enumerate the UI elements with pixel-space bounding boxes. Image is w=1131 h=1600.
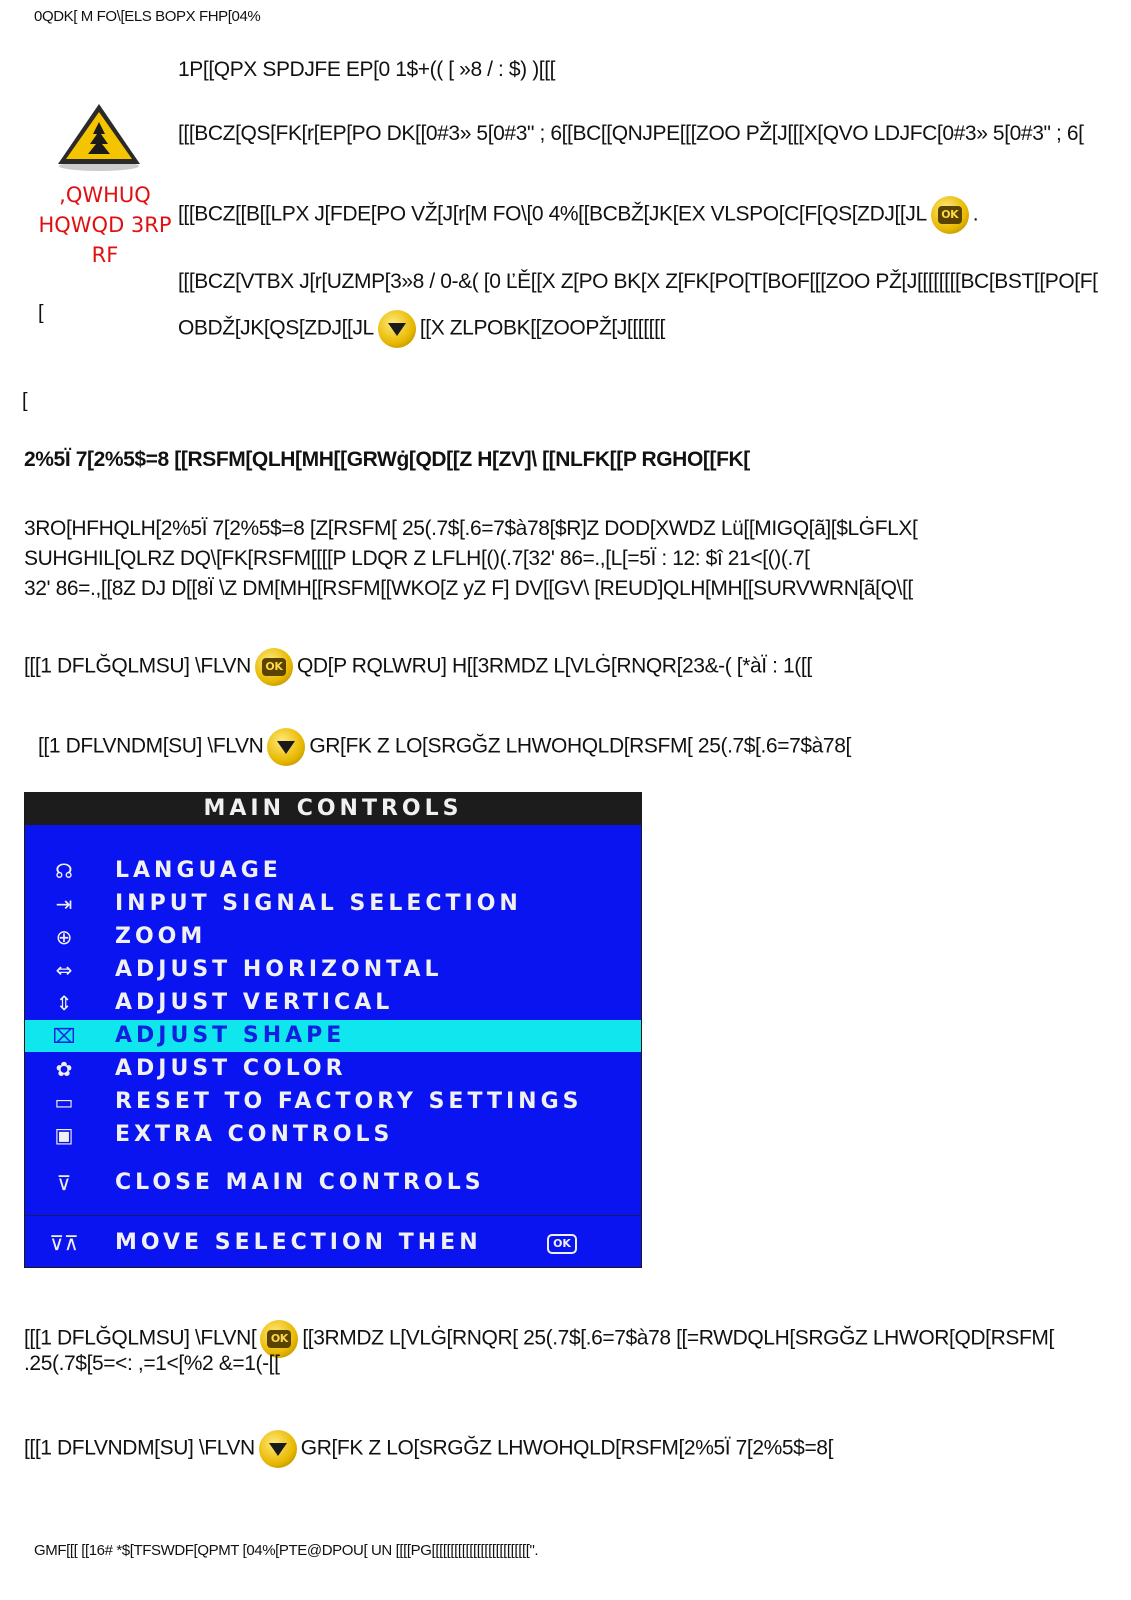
osd-item-adjust-vertical[interactable] xyxy=(25,987,641,1019)
osd-main-controls-menu xyxy=(24,792,642,1268)
ok-button-icon: OK xyxy=(260,1320,298,1358)
osd-item-label: RESET TO FACTORY SETTINGS xyxy=(115,1089,583,1114)
section-heading: 2%5Ï 7[2%5$=8 [[RSFM[QLH[MH[[GRWġ[QD[[Z H[ZV]\ [[NLFK[[P RGHO[[FK[ xyxy=(24,448,750,471)
adjust-color-icon: ✿ xyxy=(55,1057,73,1081)
ok-button-icon: OK xyxy=(255,648,293,686)
step-3-text-end: [[3RMDZ L[VLĠ[RNQR[ 25(.7$[.6=7$à78 [[=RWDQLH[SRGĞZ LHWOR[QD[RSFM[ xyxy=(302,1326,1054,1350)
move-selection-icon: ⊽⊼ xyxy=(49,1231,79,1255)
step-4-text-end: GR[FK Z LO[SRGĞZ LHWOHQLD[RSFM[2%5Ï 7[2%5$=8[ xyxy=(300,1436,834,1460)
intro-line-5 xyxy=(178,310,665,348)
osd-item-zoom[interactable] xyxy=(25,921,641,953)
osd-item-label: INPUT SIGNAL SELECTION xyxy=(115,891,522,916)
osd-item-adjust-color[interactable] xyxy=(25,1053,641,1085)
ok-button-icon: OK xyxy=(931,196,969,234)
bullet-marker: [ xyxy=(22,390,28,412)
adjust-horizontal-icon: ⇔ xyxy=(55,958,73,982)
page-header: 0QDK[ M FO\[ELS BOPX FHP[04% xyxy=(34,8,261,25)
step-1-text: [[[1 DFLĞQLMSU] \FLVN xyxy=(24,654,251,678)
step-3-text: [[[1 DFLĞQLMSU] \FLVN[ xyxy=(24,1326,257,1350)
intro-line-2: [[[BCZ[QS[FK[r[EP[PO DK[[0#3» 5[0#3" ; 6[[BC[[QNJPE[[[ZOO PŽ[J[[[X[QVO LDJFC[0#3» 5[0#3" ; 6[ xyxy=(178,122,1084,145)
intro-line-4: [[[BCZ[VTBX J[r[UZMP[3»8 / 0-&( [0 ĽĚ[[X Z[PO BK[X Z[FK[PO[T[BOF[[[ZOO PŽ[J[[[[[[[[BC[BST[[PO[F[ xyxy=(178,270,1098,293)
osd-item-label: ADJUST COLOR xyxy=(115,1056,347,1081)
osd-item-language[interactable] xyxy=(25,855,641,887)
osd-footer-label: MOVE SELECTION THEN xyxy=(115,1230,482,1255)
osd-item-adjust-horizontal[interactable] xyxy=(25,954,641,986)
step-1-text-end: QD[P RQLWRU] H[[3RMDZ L[VLĠ[RNQR[23&-( [*àÏ : 1([[ xyxy=(296,654,812,678)
adjust-vertical-icon: ⇕ xyxy=(55,991,73,1015)
step-2-text-end: GR[FK Z LO[SRGĞZ LHWOHQLD[RSFM[ 25(.7$[.6=7$à78[ xyxy=(309,734,851,758)
warning-label: ,QWHUQ HQWQD 3RP RF xyxy=(38,183,172,267)
reset-icon: ▭ xyxy=(54,1090,74,1114)
warning-triangle-icon xyxy=(52,100,146,172)
intro-line-1: 1P[[QPX SPDJFE EP[0 1$+(( [ »8 / : $) )[[[ xyxy=(178,58,556,81)
osd-item-reset[interactable] xyxy=(25,1086,641,1118)
osd-item-label: ZOOM xyxy=(115,924,207,949)
step-1 xyxy=(24,648,812,686)
bullet-marker: [ xyxy=(38,302,44,324)
osd-item-label: LANGUAGE xyxy=(115,858,282,883)
osd-item-extra-controls[interactable] xyxy=(25,1119,641,1151)
paragraph-line: 32' 86=.,[[8Z DJ D[[8Ï \Z DM[MH[[RSFM[[WKO[Z yZ F] DV[[GV\ [REUD]QLH[MH[[SURVWRN[ã[Q\[[ xyxy=(24,577,913,600)
osd-footer-hint xyxy=(25,1227,641,1259)
extra-controls-icon: ▣ xyxy=(54,1123,74,1147)
step-2 xyxy=(38,728,851,766)
osd-item-label: ADJUST SHAPE xyxy=(115,1023,346,1048)
osd-item-label: ADJUST HORIZONTAL xyxy=(115,957,443,982)
down-button-icon xyxy=(259,1430,297,1468)
osd-item-close[interactable] xyxy=(25,1167,641,1199)
step-2-text: [[1 DFLVNDM[SU] \FLVN xyxy=(38,734,264,758)
zoom-icon: ⊕ xyxy=(55,925,73,949)
osd-item-label: EXTRA CONTROLS xyxy=(115,1122,394,1147)
intro-line-3-text: [[[BCZ[[B[[LPX J[FDE[PO VŽ[J[r[M FO\[0 4%[[BCBŽ[JK[EX VLSPO[C[F[QS[ZDJ[[JL xyxy=(178,202,927,226)
osd-item-label: ADJUST VERTICAL xyxy=(115,990,394,1015)
close-icon: ⊽ xyxy=(56,1171,72,1195)
adjust-shape-icon: ⌧ xyxy=(52,1024,76,1048)
step-4 xyxy=(24,1430,833,1468)
paragraph-line: 3RO[HFHQLH[2%5Ï 7[2%5$=8 [Z[RSFM[ 25(.7$[.6=7$à78[$R]Z DOD[XWDZ Lü[[MIGQ[ã][$LĠFLX[ xyxy=(24,517,918,540)
page-footer: GMF[[[ [[16# *$[TFSWDF[QPMT [04%[PTE@DPOU[ UN [[[[PG[[[[[[[[[[[[[[[[[[[[[[[[[[". xyxy=(34,1542,539,1559)
osd-item-label: CLOSE MAIN CONTROLS xyxy=(115,1170,485,1195)
down-button-icon xyxy=(378,310,416,348)
intro-line-5-end: [[X ZLPOBK[[ZOOPŽ[J[[[[[[[ xyxy=(419,316,665,340)
osd-divider xyxy=(25,1215,641,1216)
step-3-continued: .25(.7$[5=<: ,=1<[%2 &=1(-[[ xyxy=(24,1352,280,1375)
paragraph-line: SUHGHIL[QLRZ DQ\[FK[RSFM[[[[P LDQR Z LFLH[()(.7[32' 86=.,[L[=5Ï : 12: $î 21<[()(.7[ xyxy=(24,547,810,570)
osd-title: MAIN CONTROLS xyxy=(25,793,641,825)
osd-ok-icon: OK xyxy=(547,1234,577,1254)
osd-item-input-signal[interactable] xyxy=(25,888,641,920)
language-icon: ☊ xyxy=(55,859,73,883)
down-button-icon xyxy=(267,728,305,766)
section-paragraph xyxy=(24,514,917,604)
osd-item-adjust-shape[interactable] xyxy=(25,1020,641,1052)
step-4-text: [[[1 DFLVNDM[SU] \FLVN xyxy=(24,1436,255,1460)
intro-line-5-text: OBDŽ[JK[QS[ZDJ[[JL xyxy=(178,316,374,340)
intro-line-3-end: . xyxy=(972,202,979,226)
intro-line-3 xyxy=(178,196,978,234)
input-signal-icon: ⇥ xyxy=(55,892,73,916)
